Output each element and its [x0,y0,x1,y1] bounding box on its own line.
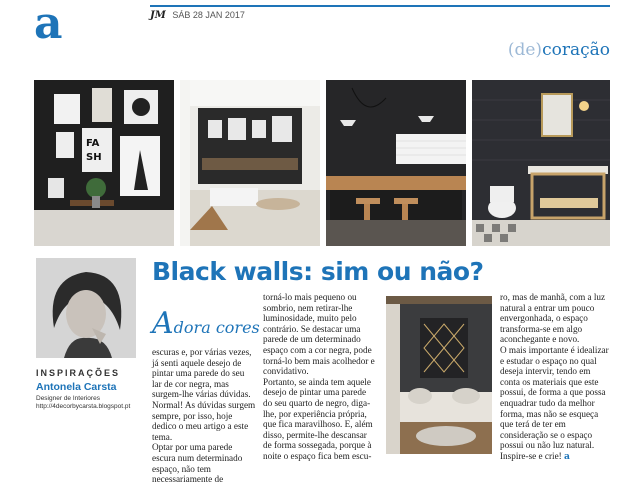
paragraph: Portanto, se ainda tem aquele desejo de pintar uma parede do seu quarto de negro, diga-lhe, por experiência própria, que fica maravilhoso. E, além disso, permite-lhe descansar de forma sossegada, porque à noite o espaço fica bem escu- [263,376,373,461]
lead-words: dora cores [173,318,260,337]
photo-black-wall-gallery [34,80,174,246]
author-photo [36,258,136,358]
author-role: Designer de Interiores [36,395,100,402]
svg-text:FA: FA [86,138,100,149]
section-title-prefix: (de) [507,40,543,60]
byline-label: INSPIRAÇÕES [36,368,121,378]
dropcap-letter: A [152,306,174,341]
section-title-word: coração [542,40,610,60]
article-column-4 [500,292,612,463]
header-rule [150,5,610,7]
page-header [0,0,640,68]
magazine-logo: a [34,0,63,49]
paragraph: torná-lo mais pequeno ou sombrio, nem retirar-lhe luminosidade, muito pelo contrário. Se destacar uma parede de um determinado espaço com a cor negra, pode torná-lo bem mais acolhedor e convidativo. [263,292,375,377]
article-column-2 [263,292,375,462]
photo-dark-bathroom [472,80,610,246]
photo-black-kitchen [326,80,466,246]
publication-name: JM [150,10,166,21]
article-lead [152,306,260,341]
paragraph: Optar por uma parede escura num determinado espaço, não tem necessariamente de [152,442,243,485]
photo-strip [34,80,610,246]
author-name: Antonela Carsta [36,381,117,393]
end-mark: a [564,450,570,462]
photo-living-room [180,80,320,246]
author-website-link[interactable]: http://4decorbycarsta.blogspot.pt [36,403,131,410]
article-column-1 [152,347,256,485]
photo-black-bedroom [386,296,492,454]
article-headline: Black walls: sim ou não? [152,257,484,286]
section-title [508,40,610,60]
issue-date: SÁB 28 JAN 2017 [172,10,245,20]
paragraph: ro, mas de manhã, com a luz natural a entrar um pouco envergonhada, o espaço transforma-se em algo aconchegante e novo. [500,292,606,345]
closing-paragraph [500,345,612,463]
paragraph: O mais importante é idealizar e estudar o espaço no qual deseja intervir, tendo em conta os materiais que este possui, de forma a que possa enquadrar tudo da melhor forma, mas não se esqueça que terá de ter em consideração se o espaço possui ou não luz natural. Inspire-se e crie! [500,344,609,461]
paragraph: Normal! As dúvidas surgem sempre, por isso, hoje dedico o meu artigo a este tema. [152,399,256,442]
svg-text:SH: SH [86,152,102,163]
paragraph: escuras e, por várias vezes, já senti aquele desejo de pintar uma parede do seu lar de cor negra, mas surgem-lhe várias dúvidas. [152,347,252,400]
masthead [150,10,245,21]
